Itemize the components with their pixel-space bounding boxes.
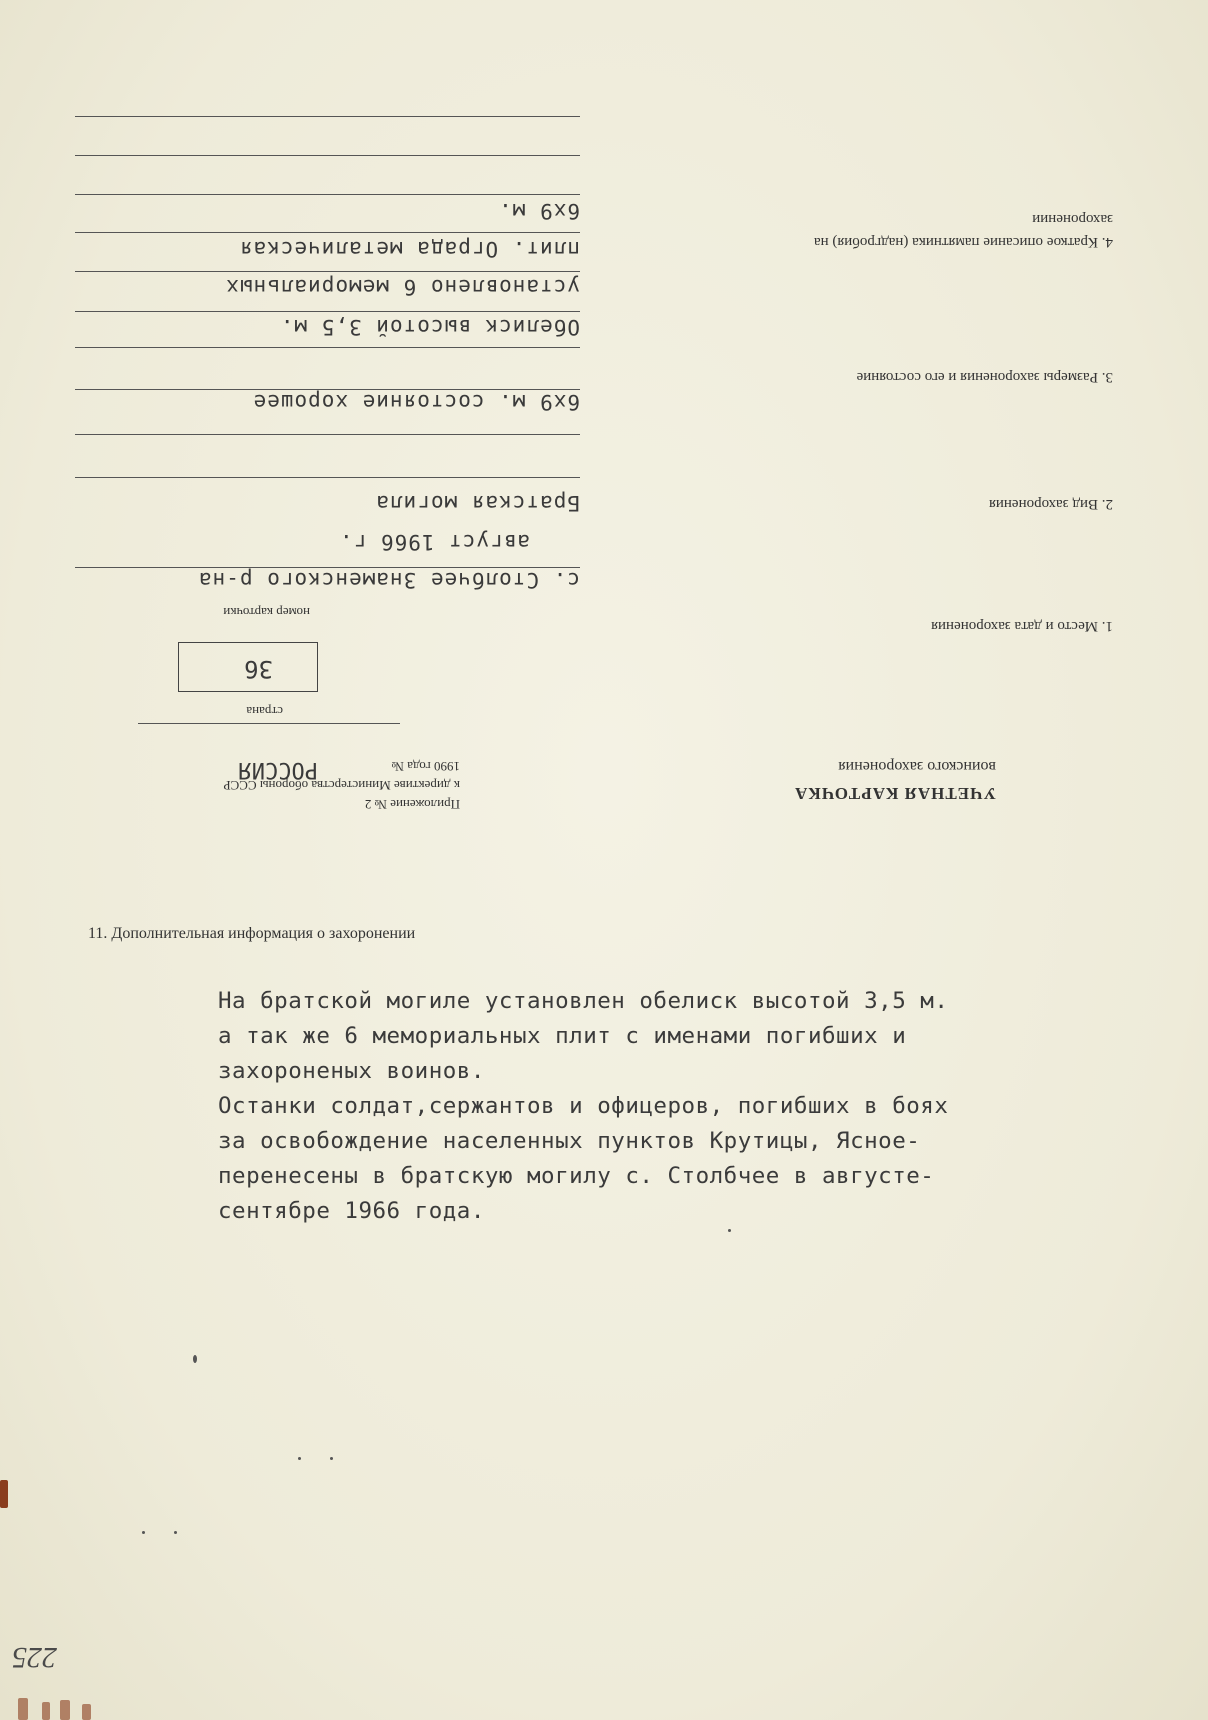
country-underline: [138, 723, 400, 724]
typed-line: Братская могила: [375, 491, 580, 515]
speck: [174, 1531, 177, 1534]
edge-stain: [42, 1702, 50, 1720]
form-rule: [75, 389, 580, 390]
typed-line: Обелиск высотой 3,5 м.: [279, 315, 580, 339]
speck: [142, 1531, 145, 1534]
country-label: страна: [246, 704, 283, 719]
country-value: РОССИЯ: [238, 757, 318, 782]
typed-line: 6х9 м.: [498, 199, 580, 223]
form-title: УЧЕТНАЯ КАРТОЧКА: [794, 784, 996, 803]
body-line: а так же 6 мемориальных плит с именами погибших и: [218, 1023, 907, 1049]
field2-label: 2. Вид захоронения: [988, 496, 1113, 512]
form-rule: [75, 155, 580, 156]
field4-label-line2: захоронении: [1032, 211, 1113, 227]
speck: [298, 1457, 301, 1460]
speck: [193, 1355, 197, 1363]
field4-label-line1: 4. Краткое описание памятника (надгробия) на: [813, 234, 1113, 250]
body-line: перенесены в братскую могилу с. Столбчее в августе-: [218, 1163, 935, 1189]
body-line: захороненых воинов.: [218, 1058, 485, 1084]
form-rule: [75, 116, 580, 117]
form-rule: [75, 232, 580, 233]
section-11-body: [218, 984, 948, 1229]
speck: [330, 1457, 333, 1460]
field3-label: 3. Размеры захоронения и его состояние: [856, 369, 1113, 385]
form-rule: [75, 434, 580, 435]
appendix-line1: Приложение № 2: [364, 797, 460, 812]
appendix-line3: 1990 года №: [391, 759, 460, 774]
form-rule: [75, 311, 580, 312]
body-line: сентябре 1966 года.: [218, 1198, 485, 1224]
form-rule: [75, 347, 580, 348]
typed-line: август 1966 г.: [338, 530, 530, 554]
edge-stain: [18, 1698, 28, 1720]
form-rule: [75, 194, 580, 195]
form-rule: [75, 477, 580, 478]
section-11-title: 11. Дополнительная информация о захоронении: [88, 925, 416, 942]
card-number: 36: [244, 655, 273, 683]
card-number-label: номер карточки: [223, 605, 310, 620]
field1-label: 1. Место и дата захоронения: [931, 618, 1113, 634]
form-subtitle: воинского захоронения: [838, 758, 996, 775]
body-line: Останки солдат,сержантов и офицеров, погибших в боях: [218, 1093, 949, 1119]
edge-stain: [0, 1480, 8, 1508]
appendix-line2: к директиве Министерства обороны СССР: [223, 778, 460, 793]
card-number-box: [178, 642, 318, 692]
body-line: за освобождение населенных пунктов Крутицы, Ясное-: [218, 1128, 921, 1154]
archive-page-number: 225: [12, 1641, 57, 1674]
form-rule: [75, 271, 580, 272]
form-rule: [75, 567, 580, 568]
typed-line: установлено 6 мемориальных: [225, 275, 580, 299]
typed-line: плит. Ограда металическая: [238, 237, 580, 261]
speck: [728, 1229, 731, 1232]
typed-line: с. Столбчее Знаменского р-на: [197, 568, 580, 592]
body-line: На братской могиле установлен обелиск высотой 3,5 м.: [218, 988, 949, 1014]
typed-line: 6х9 м. состояние хорошее: [252, 390, 580, 414]
edge-stain: [60, 1700, 70, 1720]
edge-stain: [82, 1704, 91, 1720]
